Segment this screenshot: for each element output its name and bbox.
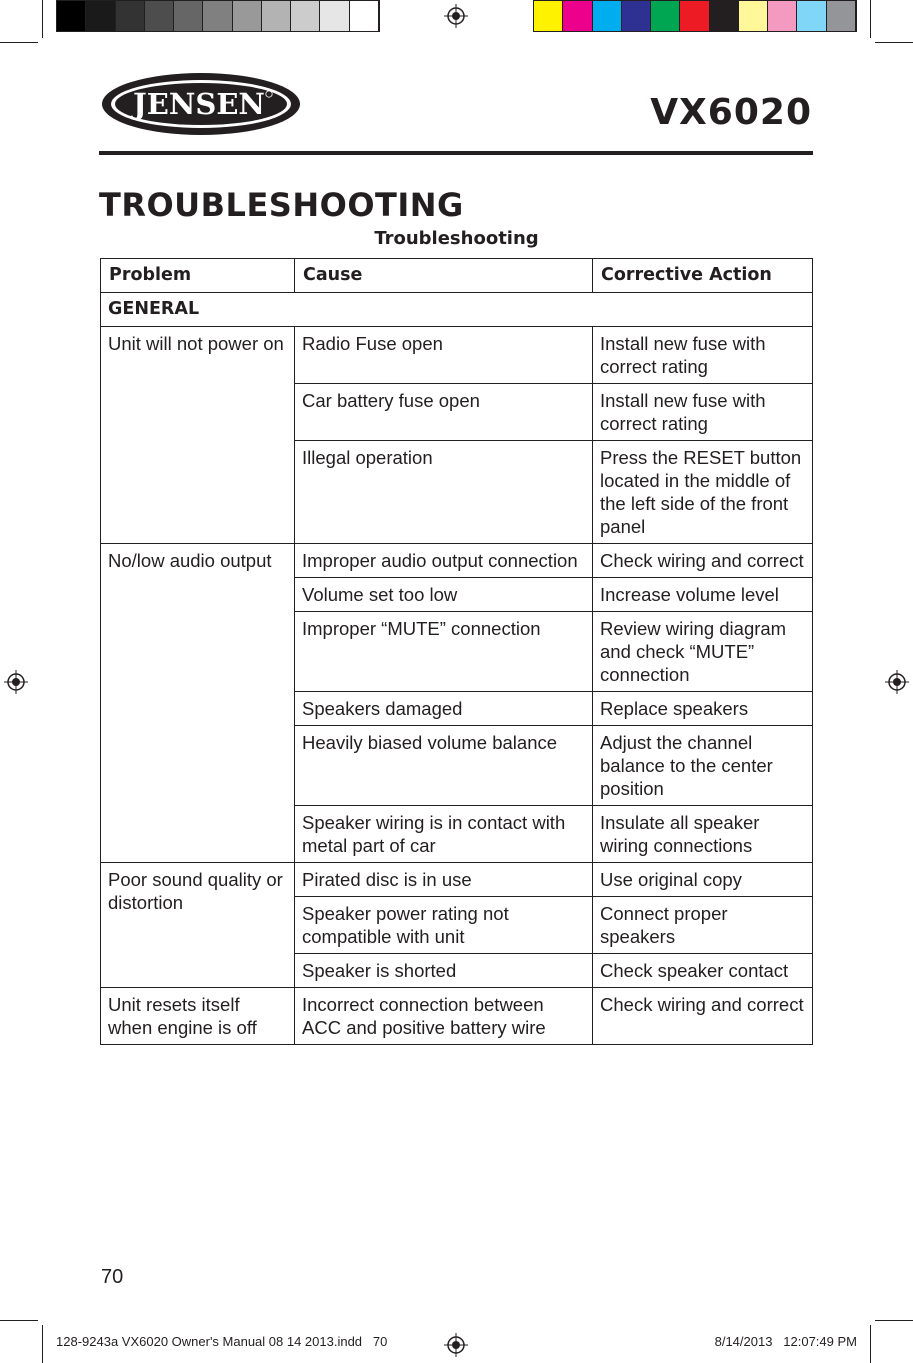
problem-cell: Unit resets itself when engine is off: [101, 988, 295, 1045]
section-title: TROUBLESHOOTING: [99, 186, 464, 224]
column-header-cause: Cause: [295, 259, 593, 293]
table-row: [101, 988, 813, 1045]
cause-cell: Car battery fuse open: [295, 384, 593, 441]
color-swatch: [593, 1, 622, 31]
header-rule: [99, 151, 813, 155]
cause-cell: Heavily biased volume balance: [295, 726, 593, 806]
jensen-logo: [101, 72, 301, 136]
table-caption: Troubleshooting: [374, 228, 539, 249]
crop-mark: [0, 42, 38, 43]
color-swatch: [768, 1, 797, 31]
action-cell: Check speaker contact: [593, 954, 813, 988]
cause-cell: Incorrect connection between ACC and positive battery wire: [295, 988, 593, 1045]
action-cell: Press the RESET button located in the middle of the left side of the front panel: [593, 441, 813, 544]
color-swatch: [710, 1, 739, 31]
action-cell: Check wiring and correct: [593, 988, 813, 1045]
registration-mark-icon: [444, 1333, 468, 1357]
action-cell: Review wiring diagram and check “MUTE” connection: [593, 612, 813, 692]
brand-logo-text: JENSEN: [133, 87, 265, 121]
column-header-problem: Problem: [101, 259, 295, 293]
action-cell: Use original copy: [593, 863, 813, 897]
action-cell: Replace speakers: [593, 692, 813, 726]
table-row: [101, 327, 813, 384]
color-swatch: [145, 1, 174, 31]
cause-cell: Illegal operation: [295, 441, 593, 544]
color-swatch: [651, 1, 680, 31]
cause-cell: Improper “MUTE” connection: [295, 612, 593, 692]
color-swatch: [174, 1, 203, 31]
color-swatch: [680, 1, 709, 31]
problem-cell: Poor sound quality or distortion: [101, 863, 295, 988]
registration-mark-icon: [444, 4, 468, 28]
color-swatch: [739, 1, 768, 31]
cause-cell: Speaker wiring is in contact with metal part of car: [295, 806, 593, 863]
color-swatch: [86, 1, 115, 31]
column-header-action: Corrective Action: [593, 259, 813, 293]
color-calibration-bar: [533, 0, 857, 32]
print-slug-timestamp: 8/14/2013 12:07:49 PM: [714, 1334, 857, 1349]
color-swatch: [291, 1, 320, 31]
registration-mark-icon: [4, 670, 28, 694]
model-number: VX6020: [650, 92, 812, 133]
color-swatch: [534, 1, 563, 31]
action-cell: Insulate all speaker wiring connections: [593, 806, 813, 863]
crop-mark: [875, 1320, 913, 1321]
crop-mark: [42, 1325, 43, 1363]
problem-cell: Unit will not power on: [101, 327, 295, 544]
color-swatch: [203, 1, 232, 31]
table-header-row: [101, 259, 813, 293]
cause-cell: Speaker is shorted: [295, 954, 593, 988]
color-swatch: [797, 1, 826, 31]
crop-mark: [875, 42, 913, 43]
color-swatch: [116, 1, 145, 31]
cause-cell: Volume set too low: [295, 578, 593, 612]
gray-calibration-bar: [56, 0, 380, 32]
color-swatch: [350, 1, 379, 31]
action-cell: Install new fuse with correct rating: [593, 384, 813, 441]
group-row: [101, 293, 813, 327]
crop-mark: [870, 1325, 871, 1363]
color-swatch: [320, 1, 349, 31]
color-swatch: [233, 1, 262, 31]
print-slug-file: 128-9243a VX6020 Owner's Manual 08 14 2013.indd 70: [56, 1334, 388, 1349]
color-swatch: [262, 1, 291, 31]
crop-mark: [42, 0, 43, 38]
action-cell: Check wiring and correct: [593, 544, 813, 578]
cause-cell: Improper audio output connection: [295, 544, 593, 578]
group-label-general: GENERAL: [101, 293, 813, 327]
page-number: 70: [101, 1266, 124, 1288]
color-swatch: [563, 1, 592, 31]
problem-cell: No/low audio output: [101, 544, 295, 863]
table-row: [101, 863, 813, 897]
color-swatch: [827, 1, 856, 31]
cause-cell: Radio Fuse open: [295, 327, 593, 384]
action-cell: Install new fuse with correct rating: [593, 327, 813, 384]
color-swatch: [57, 1, 86, 31]
registration-mark-icon: [885, 670, 909, 694]
troubleshooting-table: [100, 258, 813, 1045]
cause-cell: Speaker power rating not compatible with unit: [295, 897, 593, 954]
crop-mark: [870, 0, 871, 38]
action-cell: Adjust the channel balance to the center position: [593, 726, 813, 806]
cause-cell: Pirated disc is in use: [295, 863, 593, 897]
table-row: [101, 544, 813, 578]
color-swatch: [622, 1, 651, 31]
action-cell: Connect proper speakers: [593, 897, 813, 954]
cause-cell: Speakers damaged: [295, 692, 593, 726]
crop-mark: [0, 1320, 38, 1321]
action-cell: Increase volume level: [593, 578, 813, 612]
